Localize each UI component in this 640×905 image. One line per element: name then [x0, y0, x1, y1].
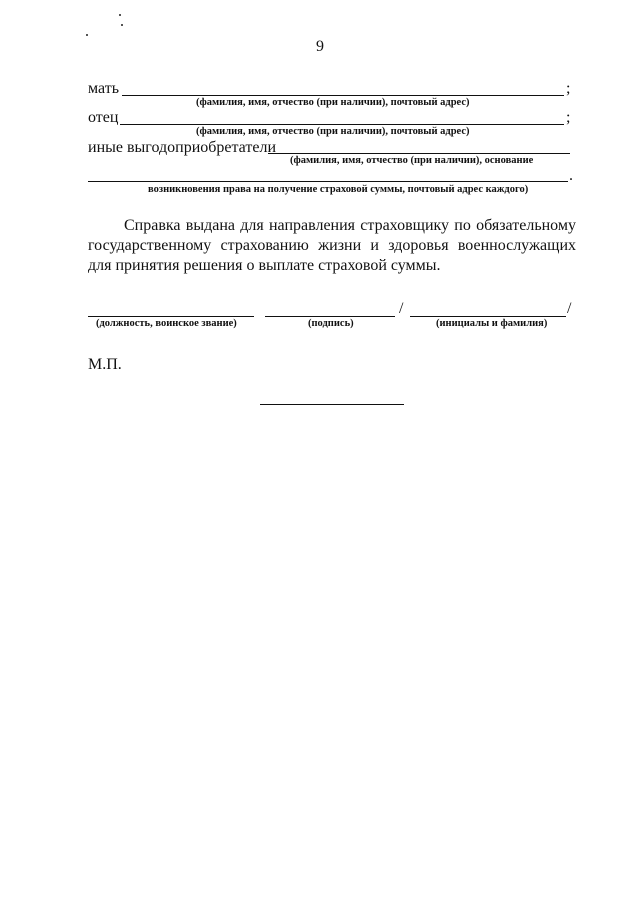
name-line[interactable] — [410, 316, 566, 317]
closing-rule — [260, 404, 404, 405]
beneficiaries-label: иные выгодоприобретатели — [88, 139, 277, 156]
statement-paragraph: Справка выдана для направления страховщику по обязательному государственному страхованию жизни и здоровья военнослужащих для принятия решения о выплате страховой суммы. — [88, 217, 576, 274]
beneficiaries-input-line-2[interactable] — [88, 181, 568, 182]
beneficiaries-period: . — [569, 167, 573, 184]
scan-speck — [119, 14, 121, 16]
scan-speck — [86, 34, 88, 36]
signature-line[interactable] — [265, 316, 395, 317]
signature-slash-1: / — [399, 300, 404, 317]
stamp-label: М.П. — [88, 356, 122, 373]
beneficiaries-input-line-1[interactable] — [268, 153, 570, 154]
father-semicolon: ; — [566, 109, 571, 126]
scan-speck — [121, 24, 123, 26]
father-input-line[interactable] — [120, 124, 564, 125]
mother-label: мать — [88, 80, 119, 97]
mother-input-line[interactable] — [122, 95, 564, 96]
father-hint: (фамилия, имя, отчество (при наличии), почтовый адрес) — [196, 126, 470, 137]
position-hint: (должность, воинское звание) — [96, 318, 237, 329]
beneficiaries-hint-2: возникновения права на получение страховой суммы, почтовый адрес каждого) — [148, 184, 529, 195]
name-hint: (инициалы и фамилия) — [436, 318, 548, 329]
mother-semicolon: ; — [566, 80, 571, 97]
father-label: отец — [88, 109, 119, 126]
signature-hint: (подпись) — [308, 318, 354, 329]
beneficiaries-hint-1: (фамилия, имя, отчество (при наличии), основание — [290, 155, 534, 166]
page-number: 9 — [316, 38, 324, 55]
signature-slash-2: / — [567, 300, 572, 317]
mother-hint: (фамилия, имя, отчество (при наличии), почтовый адрес) — [196, 97, 470, 108]
position-line[interactable] — [88, 316, 254, 317]
